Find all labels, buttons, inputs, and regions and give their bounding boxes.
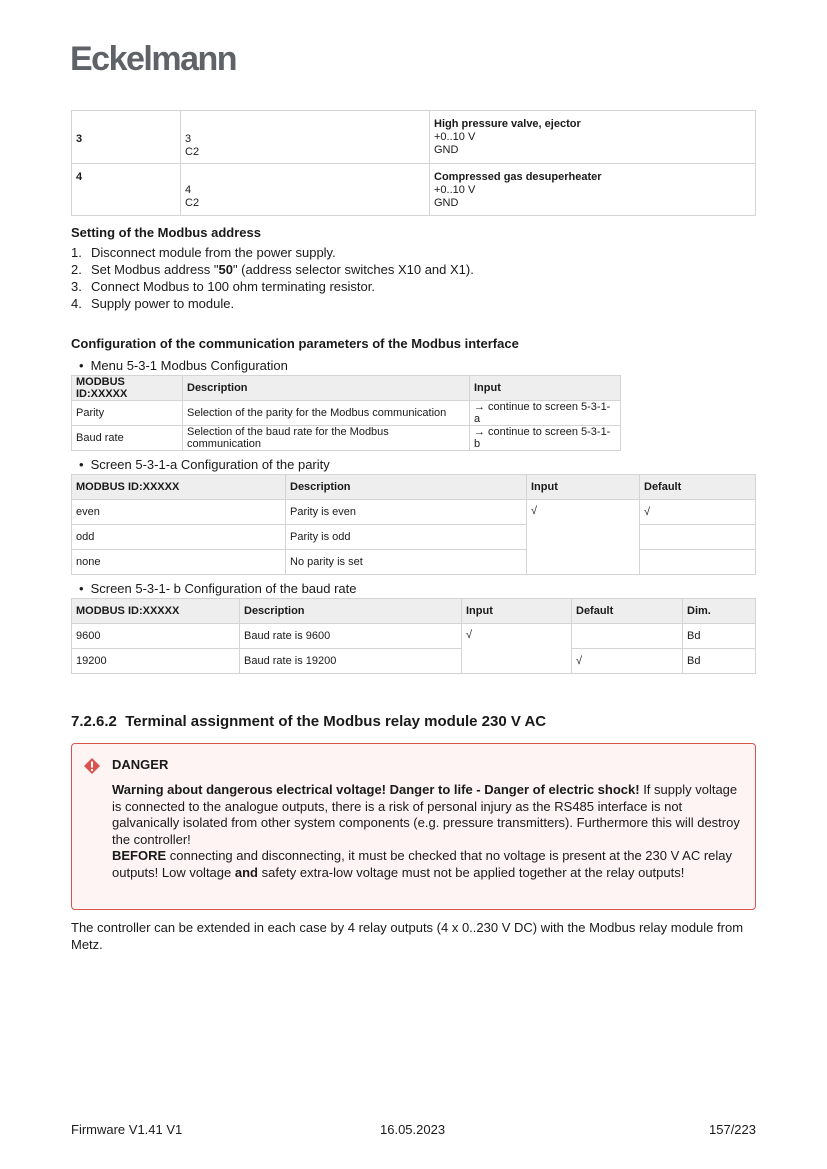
danger-paragraph: BEFORE connecting and disconnecting, it must be checked that no voltage is present at the 230 V AC relay outputs! Low voltage and safety extra-low voltage must not be applied together at the relay outputs!: [112, 848, 733, 880]
table-row: 19200 Baud rate is 19200 √ Bd: [72, 649, 756, 674]
table-header-row: MODBUS ID:XXXXX Description Input Default Dim.: [72, 599, 756, 624]
default-check: √: [572, 649, 683, 674]
danger-notice: [71, 743, 756, 910]
list-item: 1. Disconnect module from the power supply.: [71, 245, 336, 260]
modbus-address-heading: Setting of the Modbus address: [71, 225, 261, 240]
section-heading: 7.2.6.2 Terminal assignment of the Modbus relay module 230 V AC: [71, 713, 547, 730]
comm-params-heading: Configuration of the communication parameters of the Modbus interface: [71, 336, 519, 351]
parity-table: [71, 474, 756, 575]
modbus-address-steps: [71, 244, 756, 312]
table-header-row: MODBUS ID:XXXXX Description Input Default: [72, 475, 756, 500]
terminal-no: 4: [72, 164, 181, 216]
parity-bullet: • Screen 5-3-1-a Configuration of the parity: [71, 457, 756, 472]
terminal-table: [71, 110, 756, 216]
closing-paragraph: The controller can be extended in each case by 4 relay outputs (4 x 0..230 V DC) with the Modbus relay module from Metz.: [71, 920, 744, 952]
danger-title: DANGER: [112, 757, 169, 772]
baud-table: [71, 598, 756, 674]
footer-date: 16.05.2023: [380, 1122, 446, 1137]
table-header-row: MODBUS ID:XXXXX Description Input: [72, 376, 621, 401]
table-row: even Parity is even √ √: [72, 500, 756, 525]
table-row: odd Parity is odd: [72, 525, 756, 550]
menu-bullet: • Menu 5-3-1 Modbus Configuration: [71, 358, 756, 373]
table-row: 9600 Baud rate is 9600 √ Bd: [72, 624, 756, 649]
danger-body: [112, 782, 742, 881]
default-check: √: [640, 500, 756, 525]
terminal-terms: 4 C2: [181, 164, 430, 216]
table-row: [72, 164, 756, 216]
warning-diamond-icon: [84, 758, 100, 774]
list-item: 3. Connect Modbus to 100 ohm terminating resistor.: [71, 279, 375, 294]
footer-page-number: 157/223: [709, 1122, 756, 1137]
table-row: [72, 111, 756, 164]
terminal-no: 3: [72, 111, 181, 164]
danger-paragraph: Warning about dangerous electrical voltage! Danger to life - Danger of electric shock! If supply voltage is connected to the analogue outputs, there is a risk of personal injury as the RS485 interface is not galvanically isolated from other system components (e.g. pressure transmitters). Furthermore this will destroy the controller!: [112, 782, 740, 847]
terminal-function: Compressed gas desuperheater +0..10 V GND: [430, 164, 756, 216]
list-item: 2. Set Modbus address "50" (address selector switches X10 and X1).: [71, 262, 474, 277]
input-check: √: [527, 500, 640, 575]
table-row: none No parity is set: [72, 550, 756, 575]
terminal-terms: 3 C2: [181, 111, 430, 164]
baud-bullet: • Screen 5-3-1- b Configuration of the baud rate: [71, 581, 756, 596]
table-row: Parity Selection of the parity for the Modbus communication → continue to screen 5-3-1-a: [72, 401, 621, 426]
modbus-address-section: [71, 225, 756, 312]
company-logo: Eckelmann: [70, 40, 237, 78]
table-row: Baud rate Selection of the baud rate for the Modbus communication → continue to screen 5-3-1-b: [72, 426, 621, 451]
comm-params-section: [71, 336, 756, 674]
footer-firmware: Firmware V1.41 V1: [71, 1122, 183, 1137]
menu-table: [71, 375, 621, 451]
terminal-function: High pressure valve, ejector +0..10 V GND: [430, 111, 756, 164]
input-check: √: [462, 624, 572, 674]
list-item: 4. Supply power to module.: [71, 296, 235, 311]
